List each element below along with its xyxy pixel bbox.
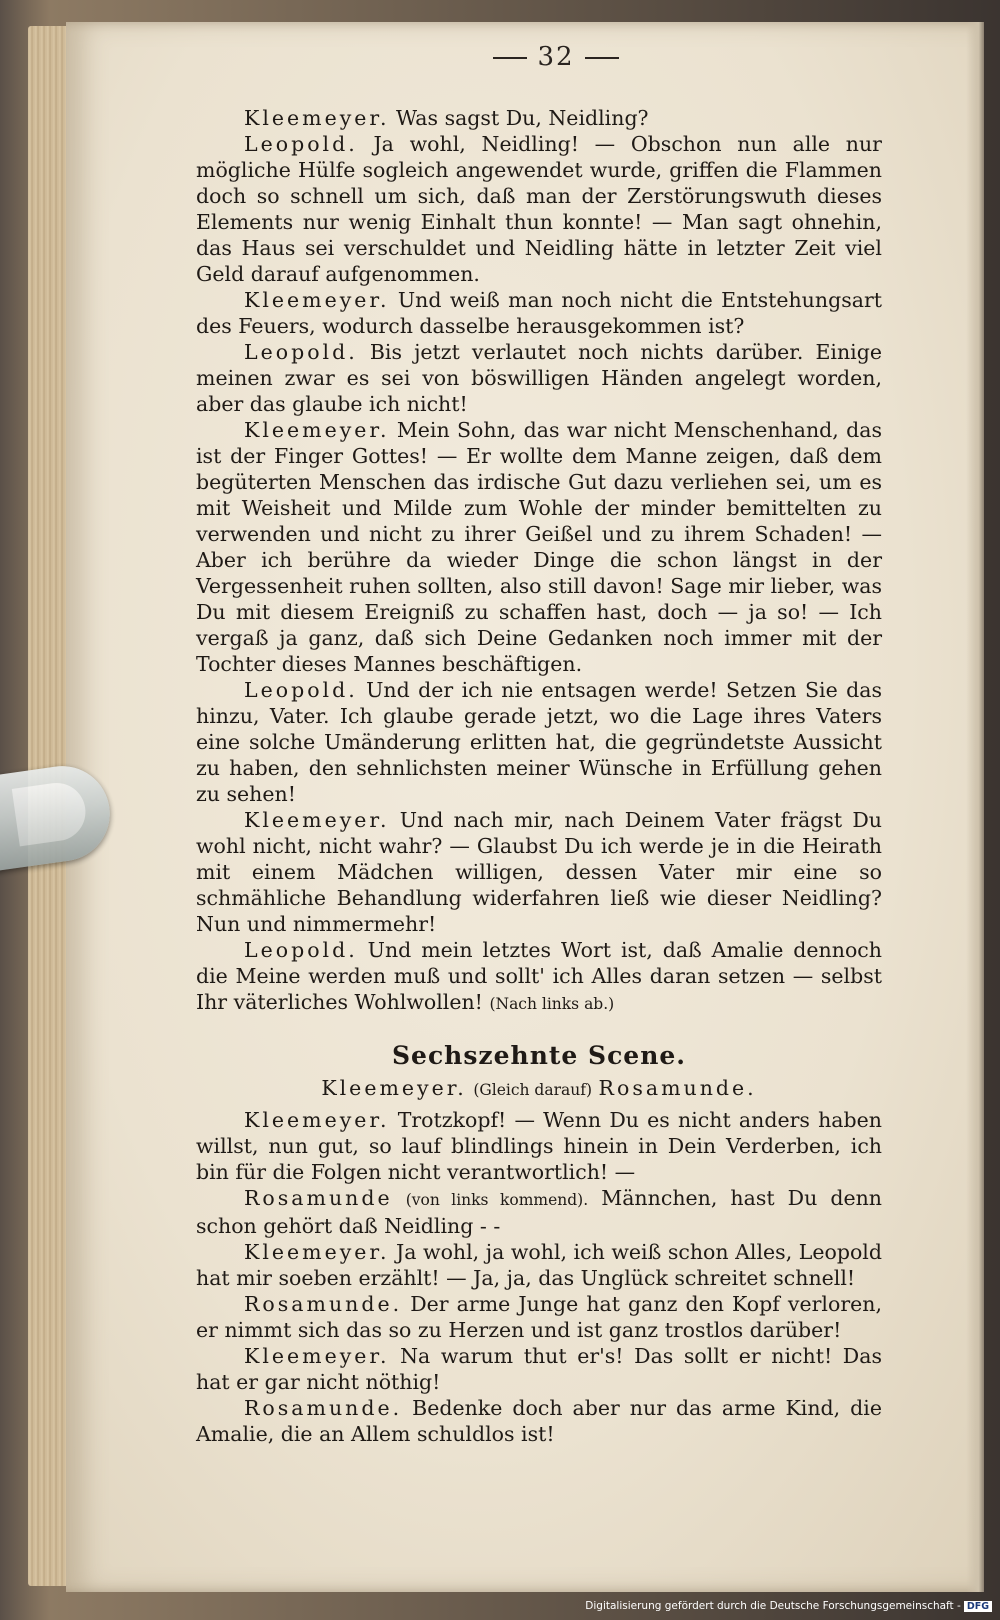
paragraph	[196, 937, 882, 1017]
dfg-logo: DFG	[964, 1601, 992, 1612]
page-number-dash-left	[493, 57, 527, 59]
speaker-name: Kleemeyer.	[244, 106, 390, 130]
paragraph	[196, 1239, 882, 1291]
paragraph-text: Männchen, hast Du denn schon gehört daß Neidling - -	[196, 1186, 883, 1238]
page-clip-highlight	[12, 779, 89, 846]
speaker-name: Leopold.	[244, 340, 358, 364]
paragraph-text: Was sagst Du, Neidling?	[396, 106, 649, 130]
text-block	[196, 105, 882, 1447]
paragraph-text: Und nach mir, nach Deinem Vater frägst Du wohl nicht, nicht wahr? — Glaubst Du ich werde je in die Heirath mit einem Mädchen willigen, dessen Vater mir eine so schmähliche Behandlung widerfahren ließ wie dieser Neidling? Nun und nimmermehr!	[196, 808, 882, 936]
speaker-name: Leopold.	[244, 678, 358, 702]
scene-cast-line	[196, 1075, 882, 1103]
credit-text: Digitalisierung gefördert durch die Deutsche Forschungsgemeinschaft -	[585, 1600, 961, 1612]
paragraph-text: Bis jetzt verlautet noch nichts darüber. Einige meinen zwar es sei von böswilligen Händen angelegt worden, aber das glaube ich nicht!	[196, 340, 882, 416]
speaker-name: Leopold.	[244, 132, 358, 156]
speaker-name: Kleemeyer.	[244, 418, 390, 442]
paragraph	[196, 287, 882, 339]
paragraph	[196, 131, 882, 287]
speaker-name: Rosamunde	[244, 1186, 393, 1210]
paragraph	[196, 1291, 882, 1343]
digitization-credit	[585, 1600, 992, 1618]
speaker-name: Rosamunde.	[244, 1292, 403, 1316]
paragraph-text: Und mein letztes Wort ist, daß Amalie dennoch die Meine werden muß und sollt' ich Alles daran setzen — selbst Ihr väterliches Wohlwollen!	[196, 938, 882, 1014]
paragraph-text: Der arme Junge hat ganz den Kopf verloren, er nimmt sich das so zu Herzen und ist ganz trostlos darüber!	[196, 1292, 882, 1342]
paragraph	[196, 105, 882, 131]
paragraph-text: Bedenke doch aber nur das arme Kind, die Amalie, die an Allem schuldlos ist!	[196, 1396, 882, 1446]
paragraph-text: Und der ich nie entsagen werde! Setzen Sie das hinzu, Vater. Ich glaube gerade jetzt, wo die Lage ihres Vaters eine solche Umänderung erlitten hat, die gegründetste Aussicht zu haben, den sehnlichsten meiner Wünsche in Erfüllung gehen zu sehen!	[196, 678, 882, 806]
speaker-name: Kleemeyer.	[244, 1344, 390, 1368]
paragraph	[196, 807, 882, 937]
paragraph	[196, 677, 882, 807]
cast-other: Rosamunde.	[598, 1076, 757, 1100]
cast-speaker: Kleemeyer.	[321, 1076, 467, 1100]
page-number-dash-right	[585, 57, 619, 59]
page-gutter	[966, 22, 984, 1592]
paragraph	[196, 1395, 882, 1447]
paragraph	[196, 339, 882, 417]
stage-direction: (Gleich darauf)	[473, 1081, 593, 1099]
paragraph	[196, 1107, 882, 1185]
paragraph-text: Ja wohl, Neidling! — Obschon nun alle nur mögliche Hülfe sogleich angewendet wurde, griffen die Flammen doch so schnell um sich, daß man der Zerstörungswuth dieses Elements nur wenig Einhalt thun konnte! — Man sagt ohnehin, das Haus sei verschuldet und Neidling hätte in letzter Zeit viel Geld darauf aufgenommen.	[196, 132, 882, 286]
paragraph	[196, 1343, 882, 1395]
page-number-value: 32	[537, 42, 575, 72]
page-number	[466, 42, 646, 72]
speaker-name: Kleemeyer.	[244, 1108, 390, 1132]
scene-title: Sechszehnte Scene.	[391, 1041, 686, 1070]
speaker-name: Leopold.	[244, 938, 358, 962]
paragraph	[196, 1185, 882, 1239]
stage-direction: (von links kommend).	[405, 1191, 589, 1209]
speaker-name: Kleemeyer.	[244, 288, 390, 312]
paragraph-text: Ja wohl, ja wohl, ich weiß schon Alles, Leopold hat mir soeben erzählt! — Ja, ja, das Unglück schreitet schnell!	[196, 1240, 882, 1290]
speaker-name: Kleemeyer.	[244, 808, 390, 832]
paragraph-text: Na warum thut er's! Das sollt er nicht! Das hat er gar nicht nöthig!	[196, 1344, 882, 1394]
paragraph	[196, 417, 882, 677]
stage-direction: (Nach links ab.)	[489, 995, 615, 1013]
paragraph-text: Mein Sohn, das war nicht Menschenhand, das ist der Finger Gottes! — Er wollte dem Manne zeigen, daß dem begüterten Menschen das irdische Gut dazu verliehen sei, um es mit Weisheit und Milde zum Wohle der minder bemittelten zu verwenden und nicht zu ihrer Geißel und zu ihrem Schaden! — Aber ich berühre da wieder Dinge die schon längst in der Vergessenheit ruhen sollten, also still davon! Sage mir lieber, was Du mit diesem Ereigniß zu schaffen hast, doch — ja so! — Ich vergaß ja ganz, daß sich Deine Gedanken noch immer mit der Tochter dieses Mannes beschäftigen.	[196, 418, 882, 676]
speaker-name: Rosamunde.	[244, 1396, 403, 1420]
paragraph-text: Und weiß man noch nicht die Entstehungsart des Feuers, wodurch dasselbe herausgekommen ist?	[196, 288, 882, 338]
paragraph-text: Trotzkopf! — Wenn Du es nicht anders haben willst, nun gut, so lauf blindlings hinein in Dein Verderben, ich bin für die Folgen nicht verantwortlich! —	[196, 1108, 882, 1184]
speaker-name: Kleemeyer.	[244, 1240, 390, 1264]
